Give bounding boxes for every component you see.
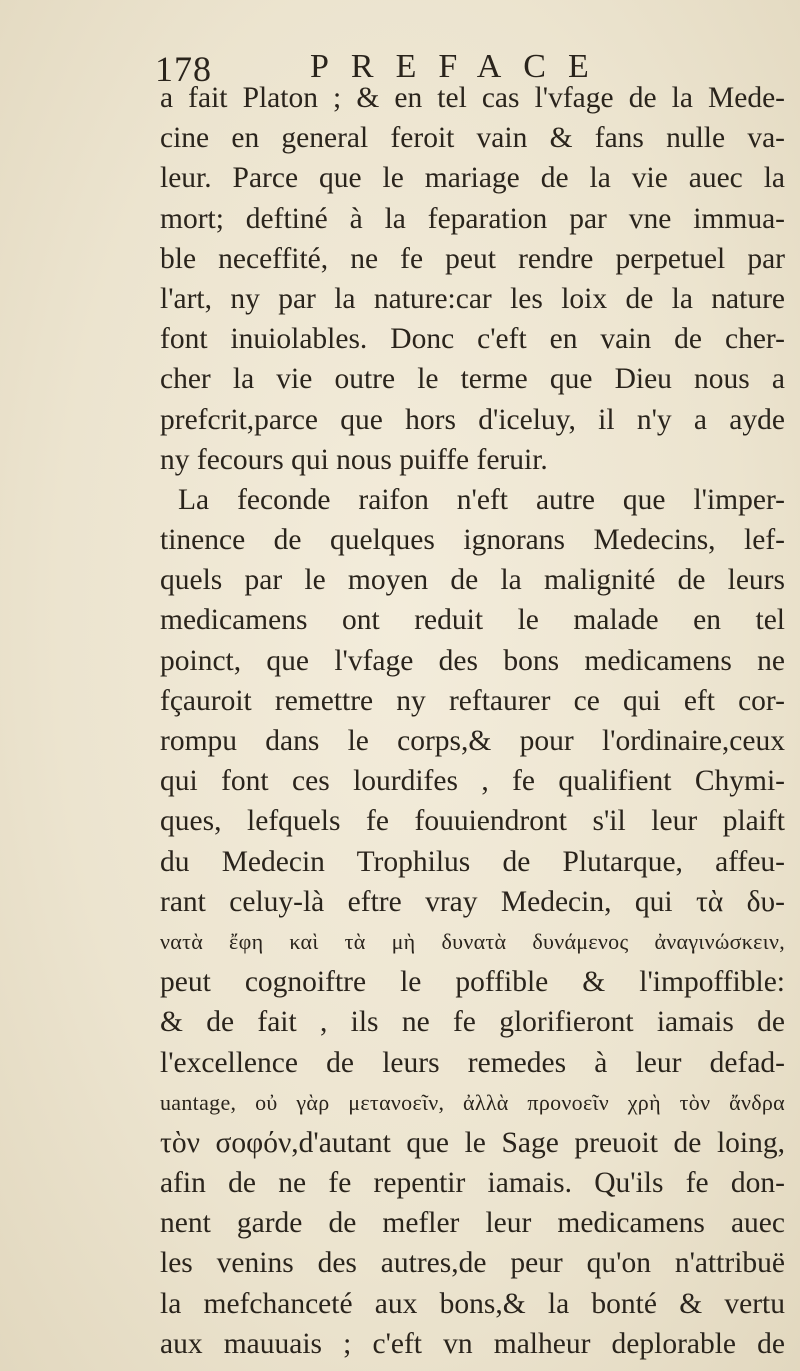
text-line: rompu dans le corps,& pour l'ordinaire,ceux <box>160 725 785 757</box>
text-line: a fait Platon ; & en tel cas l'vfage de la Mede- <box>160 82 785 114</box>
greek-text-line: νατὰ ἔφη καὶ τὰ μὴ δυνατὰ δυνάμενος ἀναγινώσκειν, <box>160 928 785 954</box>
text-line: peut cognoiftre le poffible & l'impoffible: <box>160 966 785 999</box>
text-line: & de fait , ils ne fe glorifieront iamais de <box>160 1006 785 1039</box>
text-line: fçauroit remettre ny reftaurer ce qui eft cor- <box>160 684 785 717</box>
page-number: 178 <box>155 49 212 89</box>
text-line: nent garde de mefler leur medicamens auec <box>160 1207 785 1240</box>
text-line: l'art, ny par la nature:car les loix de la nature <box>160 282 785 315</box>
text-line: prefcrit,parce que hors d'iceluy, il n'y a ayde <box>160 403 785 436</box>
text-line: quels par le moyen de la malignité de leurs <box>160 564 785 597</box>
text-line: τὸν σοφόν,d'autant que le Sage preuoit de loing, <box>160 1126 785 1159</box>
running-title: PREFACE <box>310 48 611 85</box>
text-line: font inuiolables. Donc c'eft en vain de cher- <box>160 323 785 356</box>
text-line: qui font ces lourdifes , fe qualifient Chymi- <box>160 765 785 798</box>
text-line: mort; deftiné à la feparation par vne immua- <box>160 202 785 235</box>
text-line: aux mauuais ; c'eft vn malheur deplorable de <box>160 1327 785 1360</box>
text-line: La feconde raifon n'eft autre que l'imper- <box>178 483 785 516</box>
text-line: rant celuy-là eftre vray Medecin, qui τὰ δυ- <box>160 885 785 918</box>
text-line: medicamens ont reduit le malade en tel <box>160 604 785 637</box>
body-text <box>160 78 785 1364</box>
text-line: ques, lefquels fe fouuiendront s'il leur plaift <box>160 805 785 838</box>
text-line: ny fecours qui nous puiffe feruir. <box>160 443 548 476</box>
text-line: afin de ne fe repentir iamais. Qu'ils fe don- <box>160 1167 785 1200</box>
text-line: poinct, que l'vfage des bons medicamens ne <box>160 644 785 677</box>
text-line: cine en general feroit vain & fans nulle va- <box>160 122 785 155</box>
text-line: les venins des autres,de peur qu'on n'attribuë <box>160 1247 785 1280</box>
text-line: cher la vie outre le terme que Dieu nous a <box>160 363 785 396</box>
text-line: ble neceffité, ne fe peut rendre perpetuel par <box>160 242 785 275</box>
text-line: tinence de quelques ignorans Medecins, lef- <box>160 524 785 557</box>
text-line: l'excellence de leurs remedes à leur defad- <box>160 1046 785 1079</box>
text-line: leur. Parce que le mariage de la vie auec la <box>160 162 785 195</box>
text-line: du Medecin Trophilus de Plutarque, affeu- <box>160 845 785 878</box>
greek-text-line: uantage, οὐ γὰρ μετανοεῖν, ἀλλὰ προνοεῖν χρὴ τὸν ἄνδρα <box>160 1089 785 1115</box>
text-line: la mefchanceté aux bons,& la bonté & vertu <box>160 1287 785 1320</box>
